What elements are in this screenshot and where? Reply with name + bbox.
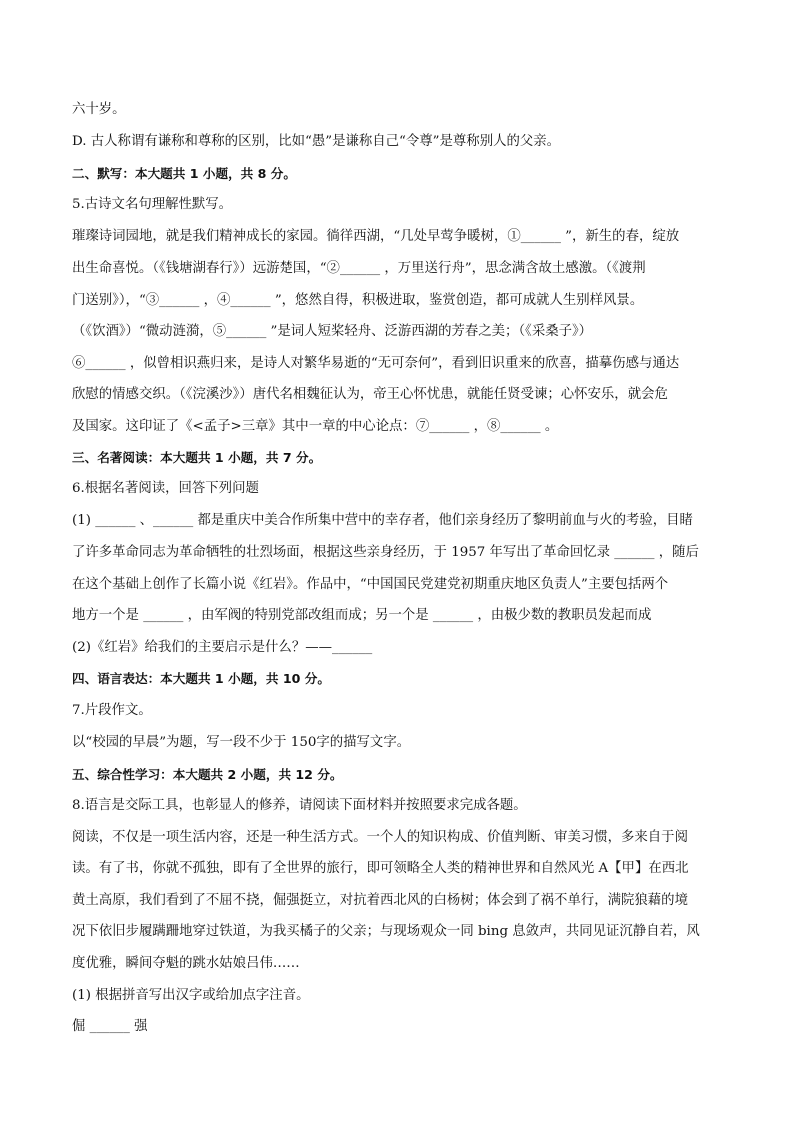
text-line: 度优雅，瞬间夺魁的跳水姑娘吕伟…… <box>72 956 300 971</box>
text-line: 璀璨诗词园地，就是我们精神成长的家园。徜徉西湖，“几处早莺争暖树，①______ ”，新生的春，绽放 <box>72 229 680 244</box>
question-title: 5.古诗文名句理解性默写。 <box>72 197 233 212</box>
text-line: 倔 ______ 强 <box>72 1019 148 1034</box>
question-title: 6.根据名著阅读，回答下列问题 <box>72 481 259 496</box>
question-title: 8.语言是交际工具，也彰显人的修养，请阅读下面材料并按照要求完成各题。 <box>72 798 527 813</box>
question-title: 7.片段作文。 <box>72 703 152 718</box>
section-heading: 三、名著阅读：本大题共 1 小题，共 7 分。 <box>72 450 322 465</box>
text-line: (2)《红岩》给我们的主要启示是什么？——______ <box>72 640 373 655</box>
text-line: 在这个基础上创作了长篇小说《红岩》。作品中，“中国国民党建党初期重庆地区负责人”主要包括两个 <box>72 577 669 592</box>
section-heading: 五、综合性学习：本大题共 2 小题，共 12 分。 <box>72 767 343 782</box>
text-line: 门送别》），“③______ ，④______ ”，悠然自得，积极进取，鉴赏创造，都可成就人生别样风景。 <box>72 293 644 308</box>
text-line: 了许多革命同志为革命牺牲的壮烈场面，根据这些亲身经历，于 1957 年写出了革命回忆录 ______ ，随后 <box>72 545 699 560</box>
text-line: 地方一个是 ______ ，由军阀的特别党部改组而成；另一个是 ______ ，由极少数的教职员发起而成 <box>72 608 652 623</box>
text-line: (1) ______ 、______ 都是重庆中美合作所集中营中的幸存者，他们亲身经历了黎明前血与火的考验，目睹 <box>72 513 693 528</box>
section-heading: 四、语言表达：本大题共 1 小题，共 10 分。 <box>72 671 330 686</box>
text-line: (1) 根据拼音写出汉字或给加点字注音。 <box>72 988 310 1003</box>
text-line: 欣慰的情感交织。（《浣溪沙》）唐代名相魏征认为，帝王心怀忧患，就能任贤受谏；心怀安乐，就会危 <box>72 387 668 402</box>
text-line: 况下依旧步履蹒跚地穿过铁道，为我买橘子的父亲；与现场观众一同 bing 息敛声，共同见证沉静自若，风 <box>72 924 700 939</box>
text-line: ⑥______ ，似曾相识燕归来，是诗人对繁华易逝的“无可奈何”，看到旧识重来的欣喜，描摹伤感与通达 <box>72 356 680 371</box>
text-line: D. 古人称谓有谦称和尊称的区别，比如“愚”是谦称自己“令尊”是尊称别人的父亲。 <box>72 134 561 149</box>
text-line: 出生命喜悦。（《钱塘湖春行》）远游楚国，“②______ ，万里送行舟”，思念满含故土感激。（《渡荆 <box>72 261 646 276</box>
text-line: 黄土高原，我们看到了不屈不挠，倔强挺立，对抗着西北风的白杨树；体会到了祸不单行，满院狼藉的境 <box>72 893 688 908</box>
text-line: 阅读，不仅是一项生活内容，还是一种生活方式。一个人的知识构成、价值判断、审美习惯，多来自于阅 <box>72 830 688 845</box>
section-heading: 二、默写：本大题共 1 小题，共 8 分。 <box>72 166 296 181</box>
text-line: 读。有了书，你就不孤独，即有了全世界的旅行，即可领略全人类的精神世界和自然风光 A【甲】在西北 <box>72 861 689 876</box>
text-line: （《饮酒》）“微动涟漪，⑤______ ”是词人短桨轻舟、泛游西湖的芳春之美；（《采桑子》） <box>72 324 593 339</box>
text-line: 及国家。这印证了《<孟子>三章》其中一章的中心论点：⑦______ ，⑧______ 。 <box>72 419 559 434</box>
text-line: 以“校园的早晨”为题，写一段不少于 150字的描写文字。 <box>72 735 411 750</box>
text-line: 六十岁。 <box>72 102 126 117</box>
